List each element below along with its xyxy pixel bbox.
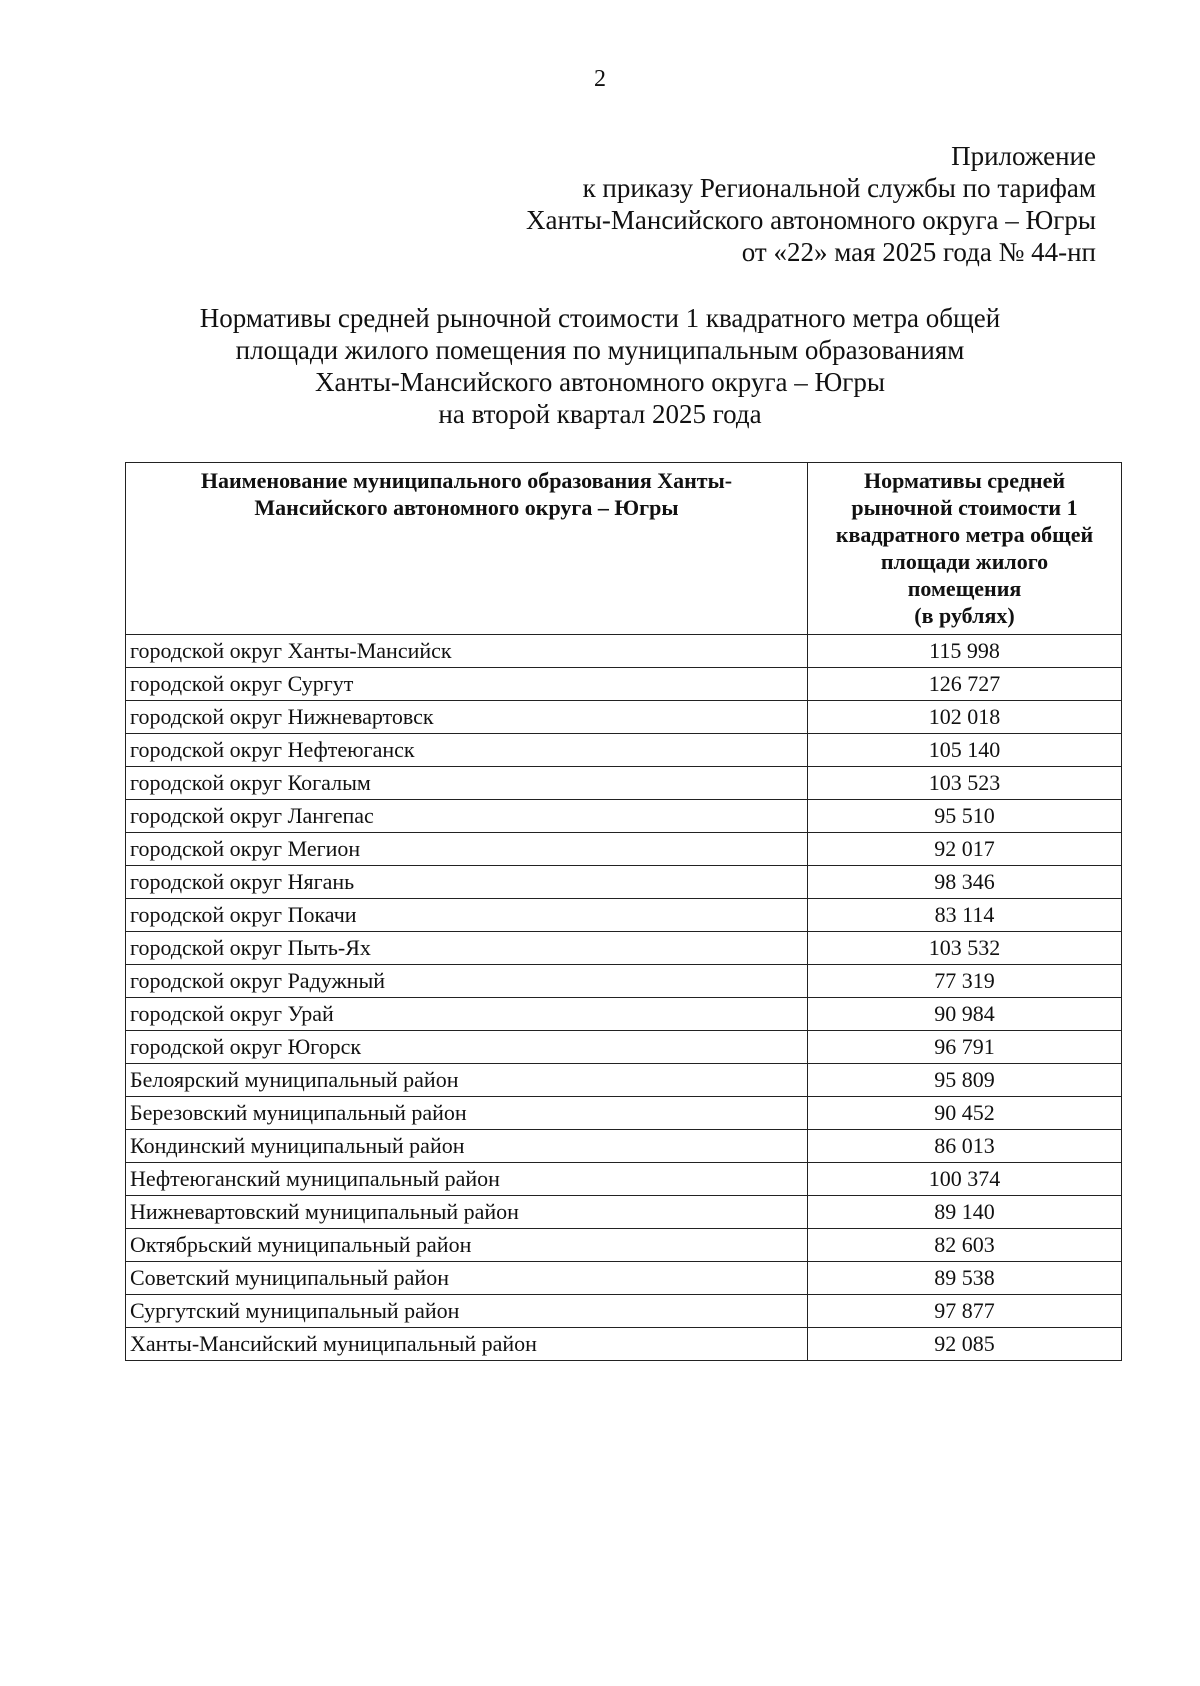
table-row	[126, 1130, 1122, 1163]
norm-value: 96 791	[808, 1031, 1122, 1064]
municipality-name: городской округ Урай	[126, 998, 808, 1031]
header-text-line: площади жилого	[880, 549, 1049, 574]
table-row	[126, 833, 1122, 866]
page-number: 2	[594, 66, 606, 92]
norm-value: 89 538	[808, 1262, 1122, 1295]
norm-value: 92 017	[808, 833, 1122, 866]
appendix-block	[526, 140, 1096, 268]
municipality-name: Белоярский муниципальный район	[126, 1064, 808, 1097]
table-row	[126, 1229, 1122, 1262]
norm-value: 126 727	[808, 668, 1122, 701]
norm-value: 83 114	[808, 899, 1122, 932]
table-row	[126, 1163, 1122, 1196]
norm-value: 103 523	[808, 767, 1122, 800]
table-row	[126, 767, 1122, 800]
norm-value: 105 140	[808, 734, 1122, 767]
table-row	[126, 1196, 1122, 1229]
municipality-name: городской округ Югорск	[126, 1031, 808, 1064]
norm-value: 100 374	[808, 1163, 1122, 1196]
municipality-name: городской округ Нефтеюганск	[126, 734, 808, 767]
municipality-name: Ханты-Мансийский муниципальный район	[126, 1328, 808, 1361]
municipality-name: городской округ Сургут	[126, 668, 808, 701]
table-row	[126, 668, 1122, 701]
table-row	[126, 1262, 1122, 1295]
municipality-name: городской округ Покачи	[126, 899, 808, 932]
document-title	[0, 302, 1200, 430]
appendix-line: Приложение	[951, 141, 1096, 171]
norm-value: 115 998	[808, 635, 1122, 668]
municipality-name: Березовский муниципальный район	[126, 1097, 808, 1130]
municipality-name: городской округ Мегион	[126, 833, 808, 866]
title-line: на второй квартал 2025 года	[438, 399, 762, 429]
municipality-name: Нижневартовский муниципальный район	[126, 1196, 808, 1229]
appendix-line: к приказу Региональной службы по тарифам	[582, 173, 1096, 203]
table-row	[126, 1031, 1122, 1064]
municipality-name: городской округ Когалым	[126, 767, 808, 800]
table-header-row	[126, 463, 1122, 635]
table-row	[126, 1097, 1122, 1130]
municipality-name: городской округ Радужный	[126, 965, 808, 998]
norm-value: 103 532	[808, 932, 1122, 965]
norm-value: 86 013	[808, 1130, 1122, 1163]
header-text-line: квадратного метра общей	[835, 522, 1094, 547]
municipality-name: городской округ Лангепас	[126, 800, 808, 833]
header-municipality	[126, 463, 808, 635]
norm-value: 82 603	[808, 1229, 1122, 1262]
table-row	[126, 998, 1122, 1031]
norm-value: 89 140	[808, 1196, 1122, 1229]
header-text-line: помещения	[907, 576, 1022, 601]
table-row	[126, 1295, 1122, 1328]
norm-value: 98 346	[808, 866, 1122, 899]
table-row	[126, 701, 1122, 734]
municipality-name: Советский муниципальный район	[126, 1262, 808, 1295]
header-text-line: рыночной стоимости 1	[851, 495, 1078, 520]
norm-value: 92 085	[808, 1328, 1122, 1361]
table-row	[126, 800, 1122, 833]
municipality-name: городской округ Нягань	[126, 866, 808, 899]
norm-value: 95 510	[808, 800, 1122, 833]
header-text-line: Наименование муниципального образования Ханты-	[200, 468, 733, 493]
municipality-name: Нефтеюганский муниципальный район	[126, 1163, 808, 1196]
municipality-name: городской округ Нижневартовск	[126, 701, 808, 734]
table-row	[126, 899, 1122, 932]
table-row	[126, 734, 1122, 767]
norm-value: 77 319	[808, 965, 1122, 998]
municipality-name: городской округ Пыть-Ях	[126, 932, 808, 965]
header-text-line: (в рублях)	[914, 603, 1015, 628]
title-line: Нормативы средней рыночной стоимости 1 квадратного метра общей	[199, 303, 1001, 333]
title-line: Ханты-Мансийского автономного округа – Югры	[315, 367, 885, 397]
table-row	[126, 965, 1122, 998]
municipality-name: Сургутский муниципальный район	[126, 1295, 808, 1328]
municipality-name: Октябрьский муниципальный район	[126, 1229, 808, 1262]
header-norm-value	[808, 463, 1122, 635]
table-row	[126, 1328, 1122, 1361]
header-text-line: Нормативы средней	[863, 468, 1066, 493]
municipality-name: городской округ Ханты-Мансийск	[126, 635, 808, 668]
appendix-line: Ханты-Мансийского автономного округа – Югры	[526, 205, 1096, 235]
table-row	[126, 866, 1122, 899]
municipality-name: Кондинский муниципальный район	[126, 1130, 808, 1163]
norm-value: 102 018	[808, 701, 1122, 734]
table-row	[126, 932, 1122, 965]
norm-value: 90 984	[808, 998, 1122, 1031]
norm-value: 97 877	[808, 1295, 1122, 1328]
norm-value: 95 809	[808, 1064, 1122, 1097]
norms-table	[125, 462, 1122, 1361]
table-row	[126, 635, 1122, 668]
table-row	[126, 1064, 1122, 1097]
norm-value: 90 452	[808, 1097, 1122, 1130]
title-line: площади жилого помещения по муниципальным образованиям	[235, 335, 965, 365]
appendix-line: от «22» мая 2025 года № 44-нп	[741, 237, 1096, 267]
header-text-line: Мансийского автономного округа – Югры	[254, 495, 679, 520]
